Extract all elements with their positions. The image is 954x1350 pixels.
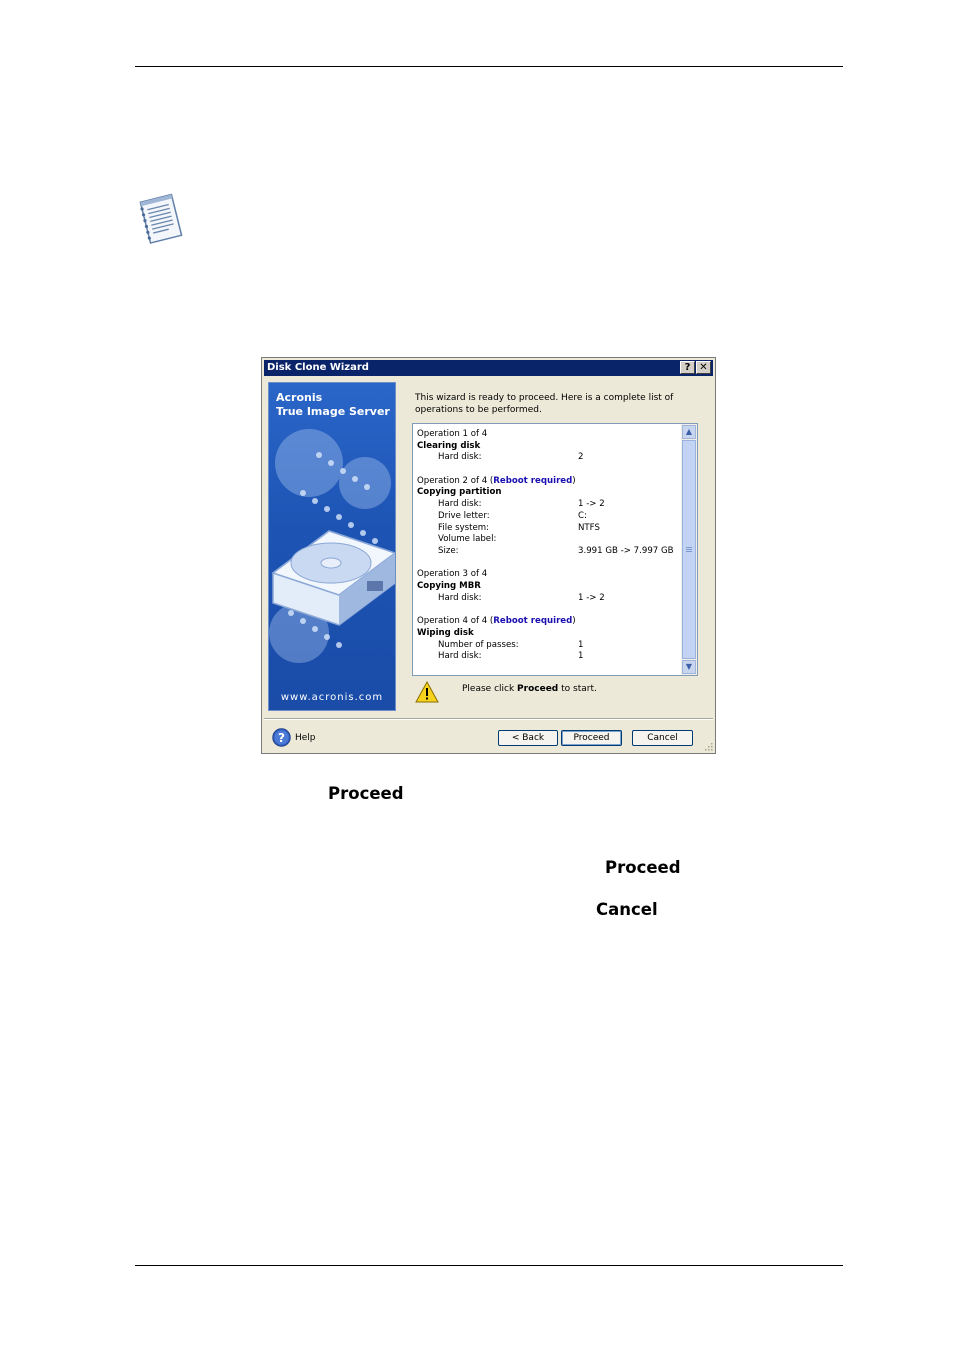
scroll-down-icon[interactable]: ▼ <box>682 660 696 674</box>
reboot-required-label: Reboot required <box>493 616 573 627</box>
operation-block: Operation 2 of 4 (Reboot required) Copying partition Hard disk: 1 -> 2 Drive letter: C: File system: NTFS Volume label: Size: 3.991 GB -> 7.997 GB <box>417 476 679 558</box>
operation-header: Operation 3 of 4 <box>417 569 488 580</box>
operation-row <box>417 452 679 464</box>
help-link[interactable]: Help <box>295 733 316 743</box>
help-icon[interactable] <box>272 728 291 747</box>
resize-grip-icon[interactable] <box>703 741 713 751</box>
operation-block <box>417 569 679 604</box>
proceed-button[interactable]: Proceed <box>561 730 622 746</box>
start-bold: Proceed <box>517 684 559 694</box>
operation-row <box>417 593 679 605</box>
dialog-title: Disk Clone Wizard <box>267 362 369 373</box>
wizard-intro: This wizard is ready to proceed. Here is a complete list of operations to be performed. <box>415 393 674 415</box>
operation-name: Clearing disk <box>417 440 481 451</box>
scroll-up-icon[interactable]: ▲ <box>682 425 696 439</box>
operations-list <box>412 423 698 676</box>
row-value: 1 <box>578 651 584 662</box>
acronis-banner <box>268 382 396 711</box>
back-button[interactable]: < Back <box>498 730 558 746</box>
operation-row <box>417 546 679 558</box>
row-key: Hard disk: <box>438 592 482 603</box>
help-title-button[interactable]: ? <box>680 361 695 374</box>
reboot-required-label: Reboot required <box>493 475 573 486</box>
start-prefix: Please click <box>462 684 518 694</box>
operation-row <box>417 523 679 535</box>
note-icon <box>133 192 187 246</box>
operation-name: Copying MBR <box>417 581 481 592</box>
warning-icon <box>415 681 439 703</box>
row-key: File system: <box>438 522 490 533</box>
operation-row <box>417 640 679 652</box>
cancel-button[interactable]: Cancel <box>632 730 693 746</box>
row-value: 3.991 GB -> 7.997 GB <box>578 545 674 556</box>
row-value: 1 -> 2 <box>578 592 605 603</box>
operation-row <box>417 511 679 523</box>
button-separator <box>264 718 713 720</box>
acronis-url: www.acronis.com <box>280 692 384 703</box>
operation-header: Operation 2 of 4 <box>417 475 488 486</box>
scroll-thumb[interactable] <box>682 440 696 659</box>
product-name: True Image Server <box>276 405 390 418</box>
operation-header: Operation 1 of 4 <box>417 429 488 439</box>
hard-disk-illustration <box>269 423 396 683</box>
row-key: Volume label: <box>438 534 497 545</box>
row-key: Number of passes: <box>438 639 519 650</box>
row-key: Hard disk: <box>438 651 482 662</box>
brand-name: Acronis <box>276 391 323 404</box>
bold-word-proceed-1: Proceed <box>328 784 404 803</box>
header-rule <box>135 66 843 67</box>
operation-name: Wiping disk <box>417 627 474 638</box>
row-key: Size: <box>438 545 459 556</box>
disk-clone-wizard-dialog <box>261 357 716 754</box>
row-key: Hard disk: <box>438 499 482 510</box>
bold-word-cancel: Cancel <box>596 900 658 919</box>
start-instruction <box>462 684 597 694</box>
operation-row <box>417 499 679 511</box>
close-title-button[interactable]: ✕ <box>696 361 711 374</box>
bold-word-proceed-2: Proceed <box>605 858 681 877</box>
operation-name: Copying partition <box>417 487 502 498</box>
operation-row <box>417 534 679 546</box>
row-value: C: <box>578 510 587 521</box>
row-value: NTFS <box>578 522 600 533</box>
svg-text:?: ? <box>278 731 285 745</box>
row-key: Drive letter: <box>438 510 490 521</box>
operations-scrollbar[interactable] <box>681 424 697 675</box>
dialog-titlebar <box>264 360 713 376</box>
operation-block: Operation 4 of 4 (Reboot required) Wiping disk Number of passes: 1 Hard disk: 1 <box>417 616 679 663</box>
operation-row <box>417 651 679 663</box>
footer-rule <box>135 1265 843 1266</box>
row-key: Hard disk: <box>438 452 482 463</box>
row-value: 2 <box>578 452 584 463</box>
operation-block <box>417 429 679 464</box>
start-suffix: to start. <box>558 684 597 694</box>
row-value: 1 -> 2 <box>578 499 605 510</box>
row-value: 1 <box>578 639 584 650</box>
operation-header: Operation 4 of 4 <box>417 616 488 627</box>
